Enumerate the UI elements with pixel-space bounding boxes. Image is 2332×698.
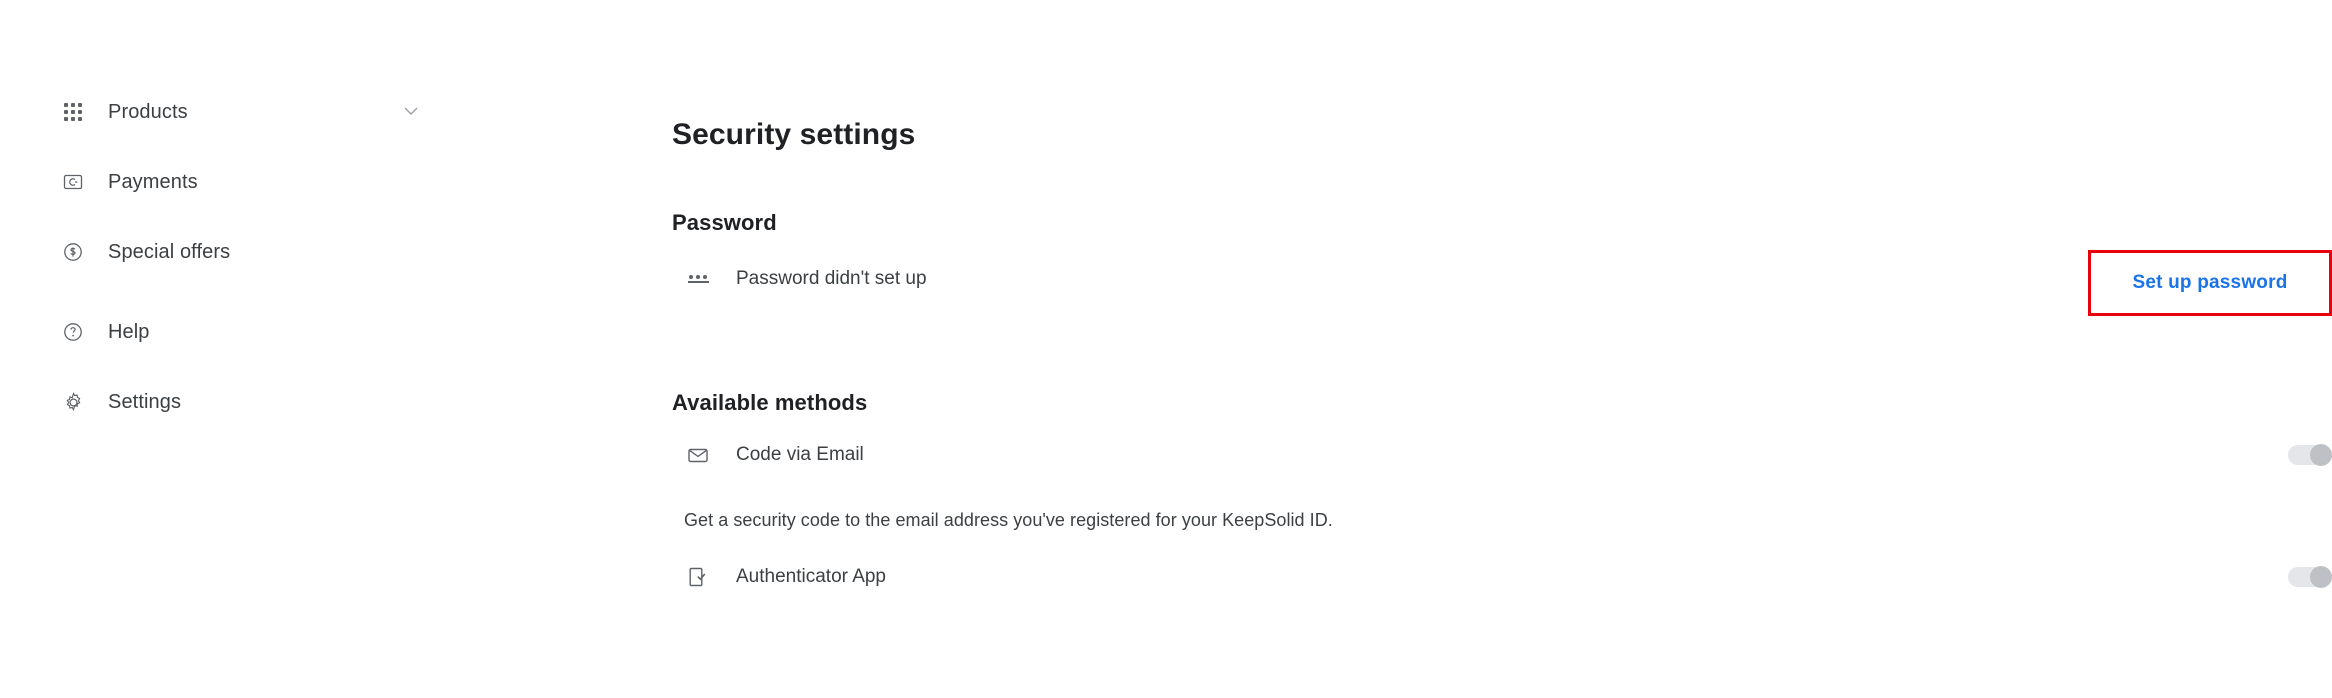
method-label: Code via Email: [736, 444, 864, 465]
question-circle-icon: [60, 319, 86, 345]
grid-icon: [60, 99, 86, 125]
set-up-password-button[interactable]: Set up password: [2132, 272, 2288, 293]
sidebar-item-label: Payments: [108, 170, 198, 193]
method-row-authenticator-app: [684, 560, 886, 594]
toggle-code-via-email[interactable]: [2288, 445, 2332, 465]
toggle-authenticator-app[interactable]: [2288, 567, 2332, 587]
sidebar-item-label: Special offers: [108, 240, 231, 263]
sidebar-item-label: Help: [108, 320, 150, 343]
chevron-down-icon[interactable]: [404, 106, 418, 118]
sidebar-item-special-offers[interactable]: [60, 232, 480, 272]
authenticator-icon: [684, 563, 712, 591]
available-methods-section-title: Available methods: [672, 390, 868, 416]
sidebar-item-payments[interactable]: [60, 162, 480, 202]
envelope-icon: [684, 441, 712, 469]
setup-password-highlight: [2088, 250, 2332, 316]
password-status-text: Password didn't set up: [736, 268, 927, 289]
code-via-email-description: Get a security code to the email address you've registered for your KeepSolid ID.: [684, 510, 1333, 530]
main-content: [672, 0, 2332, 698]
dollar-circle-icon: [60, 239, 86, 265]
password-status-row: [684, 262, 927, 296]
password-dots-icon: [684, 265, 712, 293]
password-section-title: Password: [672, 210, 777, 236]
card-icon: [60, 169, 86, 195]
sidebar-item-help[interactable]: [60, 312, 480, 352]
sidebar: [0, 0, 640, 698]
sidebar-item-label: Products: [108, 100, 188, 123]
sidebar-item-products[interactable]: [60, 92, 480, 132]
gear-icon: [60, 389, 86, 415]
page-title: Security settings: [672, 118, 916, 152]
sidebar-item-settings[interactable]: [60, 382, 480, 422]
method-label: Authenticator App: [736, 566, 886, 587]
method-row-code-via-email: [684, 438, 864, 472]
sidebar-item-label: Settings: [108, 390, 182, 413]
